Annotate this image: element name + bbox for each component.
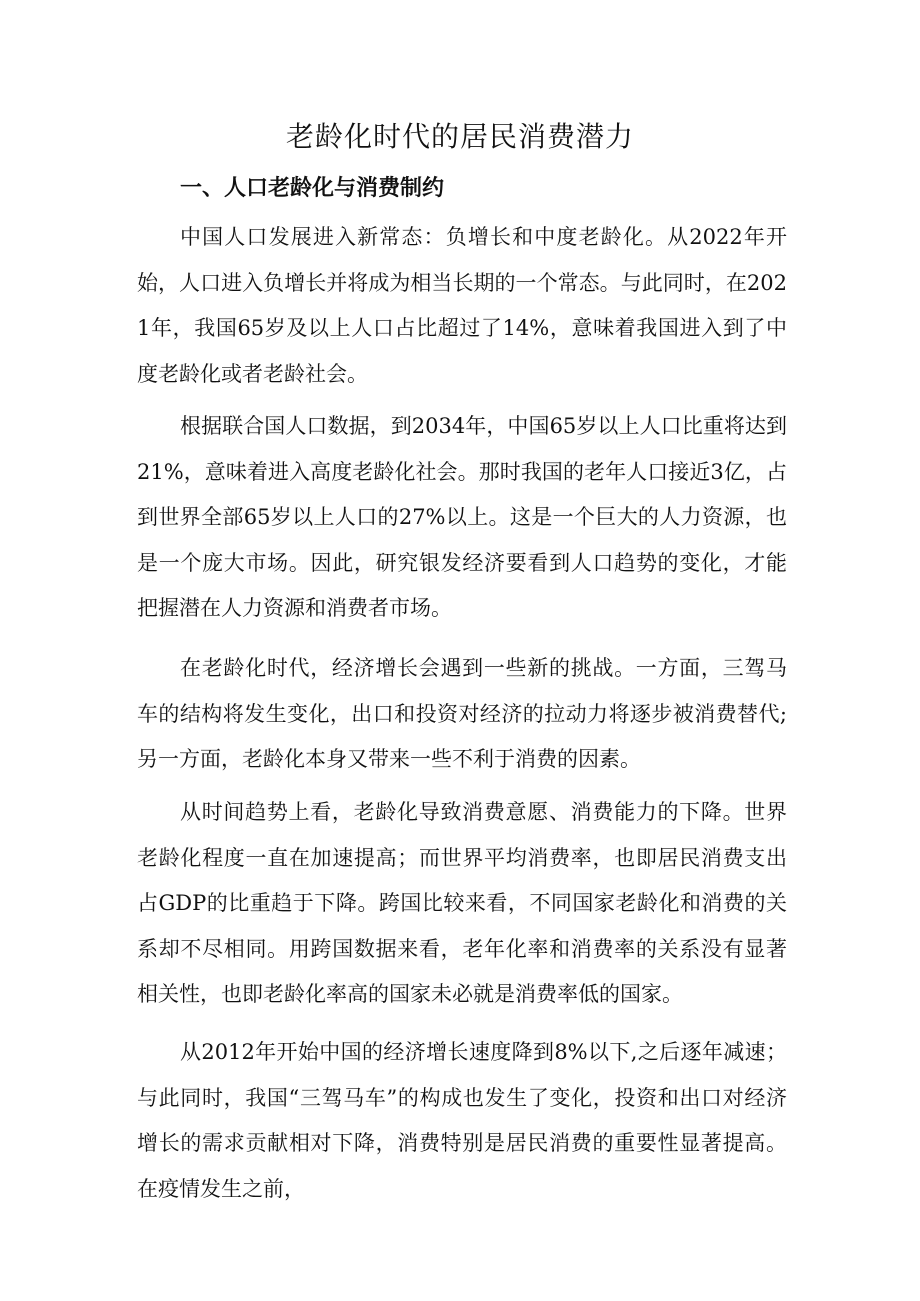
paragraph-3: 在老龄化时代，经济增长会遇到一些新的挑战。一方面，三驾马车的结构将发生变化，出口和投资对经济的拉动力将逐步被消费替代;另一方面，老龄化本身又带来一些不利于消费的因素。	[137, 656, 787, 771]
paragraph-2: 根据联合国人口数据，到2034年，中国65岁以上人口比重将达到21%，意味着进入高度老龄化社会。那时我国的老年人口接近3亿，占到世界全部65岁以上人口的27%以上。这是一个巨大的人力资源，也是一个庞大市场。因此，研究银发经济要看到人口趋势的变化，才能把握潜在人力资源和消费者市场。	[137, 414, 787, 620]
section-heading: 一、人口老龄化与消费制约	[180, 175, 445, 201]
paragraph-4: 从时间趋势上看，老龄化导致消费意愿、消费能力的下降。世界老龄化程度一直在加速提高；而世界平均消费率，也即居民消费支出占GDP的比重趋于下降。跨国比较来看，不同国家老龄化和消费的关系却不尽相同。用跨国数据来看，老年化率和消费率的关系没有显著相关性，也即老龄化率高的国家未必就是消费率低的国家。	[137, 800, 787, 1006]
paragraph-1: 中国人口发展进入新常态：负增长和中度老龄化。从2022年开始，人口进入负增长并将成为相当长期的一个常态。与此同时，在2021年，我国65岁及以上人口占比超过了14%，意味着我国进入到了中度老龄化或者老龄社会。	[137, 225, 787, 386]
document-title: 老龄化时代的居民消费潜力	[285, 120, 634, 153]
paragraph-5: 从2012年开始中国的经济增长速度降到8%以下,之后逐年减速；与此同时，我国“三驾马车”的构成也发生了变化，投资和出口对经济增长的需求贡献相对下降，消费特别是居民消费的重要性显著提高。在疫情发生之前，	[137, 1040, 787, 1201]
